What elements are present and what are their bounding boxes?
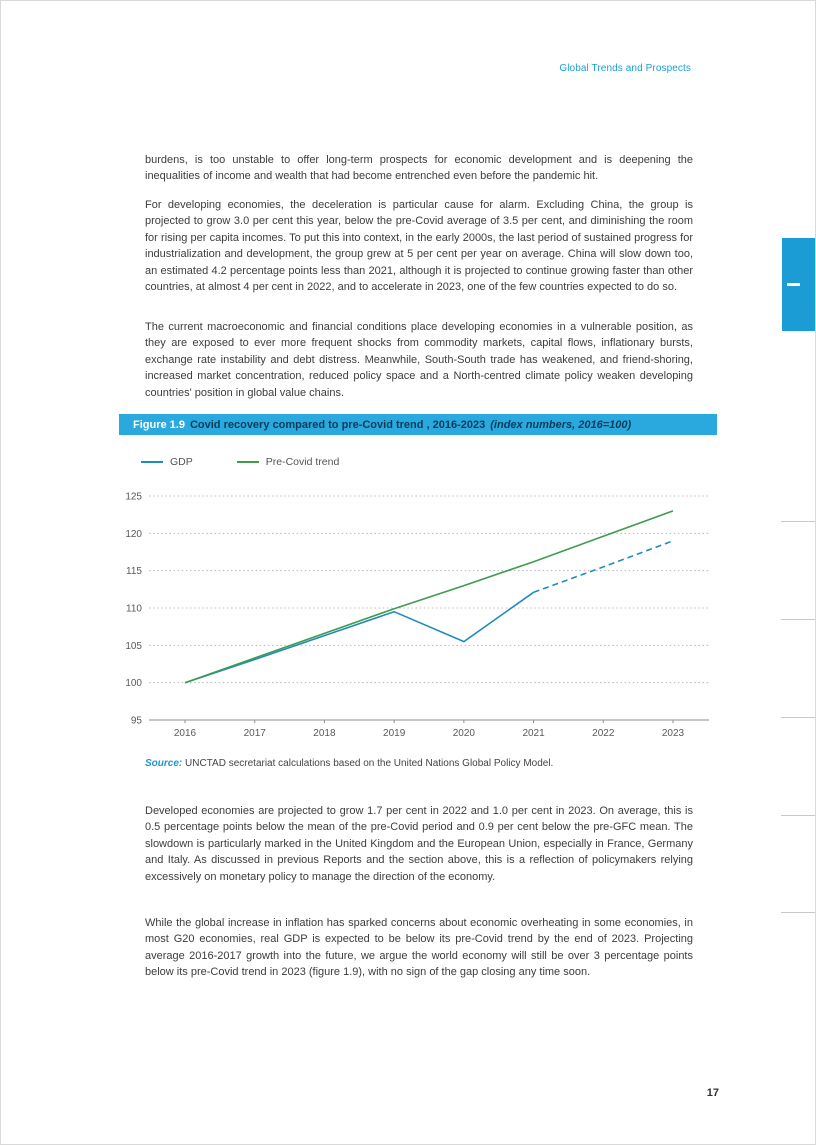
y-tick-label: 100 [125, 678, 142, 690]
series-line-gdp-projection [534, 541, 673, 593]
line-chart [119, 479, 717, 747]
y-tick-label: 125 [125, 491, 142, 503]
y-tick-label: 95 [130, 715, 142, 727]
y-tick-label: 115 [126, 566, 142, 578]
page-number: 17 [706, 1087, 719, 1099]
source-label: Source: [145, 758, 183, 769]
figure-label: Figure 1.9 [133, 418, 185, 431]
legend-item-trend [237, 456, 340, 468]
edge-mark [781, 815, 816, 816]
figure-title-bar [119, 414, 717, 435]
x-tick-label: 2016 [173, 728, 197, 739]
paragraph: Developed economies are projected to grow 1.7 per cent in 2022 and 1.0 per cent in 2023. On average, this is 0.5 percentage points below the mean of the pre-Covid period and 0.9 per cent below the pre-GFC mean. The slowdown is particularly marked in the United Kingdom and the European Union, especially in France, Germany and Italy. As discussed in previous Reports and the section above, this is a reflection of policymakers relying excessively on monetary policy to manage the direction of the economy. [145, 805, 693, 883]
chart-legend [141, 456, 339, 468]
y-tick-label: 105 [125, 640, 142, 652]
x-tick-label: 2017 [243, 728, 266, 739]
tab-dash-icon [787, 283, 800, 286]
trend-line-swatch-icon [237, 461, 259, 463]
chapter-tab [782, 238, 816, 331]
gdp-line-swatch-icon [141, 461, 163, 463]
edge-mark [781, 521, 816, 522]
paragraph: For developing economies, the deceleration is particular cause for alarm. Excluding China, the group is projected to grow 3.0 per cent this year, below the pre-Covid average of 3.5 per cent, and diminishing the room for rising per capita incomes. To put this into context, in the early 2000s, the last period of sustained progress for industrialization and development, the group grew at 5 per cent per year on average. China will slow down too, an estimated 4.2 percentage points less than 2021, although it is projected to continue growing faster than other countries, at almost 4 per cent in 2022, and to accelerate in 2023, one of the few countries expected to do so. [145, 199, 693, 294]
paragraph: burdens, is too unstable to offer long-term prospects for economic development and is deepening the inequalities of income and wealth that had become entrenched even before the pandemic hit. [145, 154, 693, 183]
x-tick-label: 2023 [661, 728, 685, 739]
figure-subtitle: (index numbers, 2016=100) [490, 418, 632, 431]
legend-label: GDP [170, 456, 193, 468]
x-tick-label: 2020 [452, 728, 475, 739]
series-line-pre-covid-trend [185, 511, 673, 683]
legend-label: Pre-Covid trend [265, 456, 340, 468]
figure-title: Covid recovery compared to pre-Covid trend , 2016-2023 [189, 418, 486, 431]
figure-source [145, 758, 705, 769]
paragraph: While the global increase in inflation has sparked concerns about economic overheating in some economies, in most G20 economies, real GDP is expected to be below its pre-Covid trend by the end of 2023. Projecting average 2016-2017 growth into the future, we argue the world economy will still be over 3 percentage points below its pre-Covid trend in 2023 (figure 1.9), with no sign of the gap closing any time soon. [145, 917, 693, 979]
edge-mark [781, 717, 816, 718]
x-tick-label: 2022 [592, 728, 615, 739]
source-text: UNCTAD secretariat calculations based on the United Nations Global Policy Model. [182, 758, 554, 769]
x-tick-label: 2019 [383, 728, 406, 739]
y-tick-label: 110 [126, 603, 142, 615]
edge-mark [781, 912, 816, 913]
edge-mark [781, 619, 816, 620]
series-line-gdp [185, 592, 534, 682]
paragraph: The current macroeconomic and financial conditions place developing economies in a vulnerable position, as they are exposed to ever more frequent shocks from commodity markets, capital flows, inflationary bursts, exchange rate instability and debt distress. Meanwhile, South-South trade has weakened, and friend-shoring, increased market concentration, reduced policy space and a North-centred climate policy weaken developing countries' position in global value chains. [145, 321, 693, 399]
legend-item-gdp [141, 456, 193, 468]
x-tick-label: 2018 [313, 728, 336, 739]
x-tick-label: 2021 [522, 728, 545, 739]
y-tick-label: 120 [125, 528, 142, 540]
running-header: Global Trends and Prospects [559, 63, 691, 74]
